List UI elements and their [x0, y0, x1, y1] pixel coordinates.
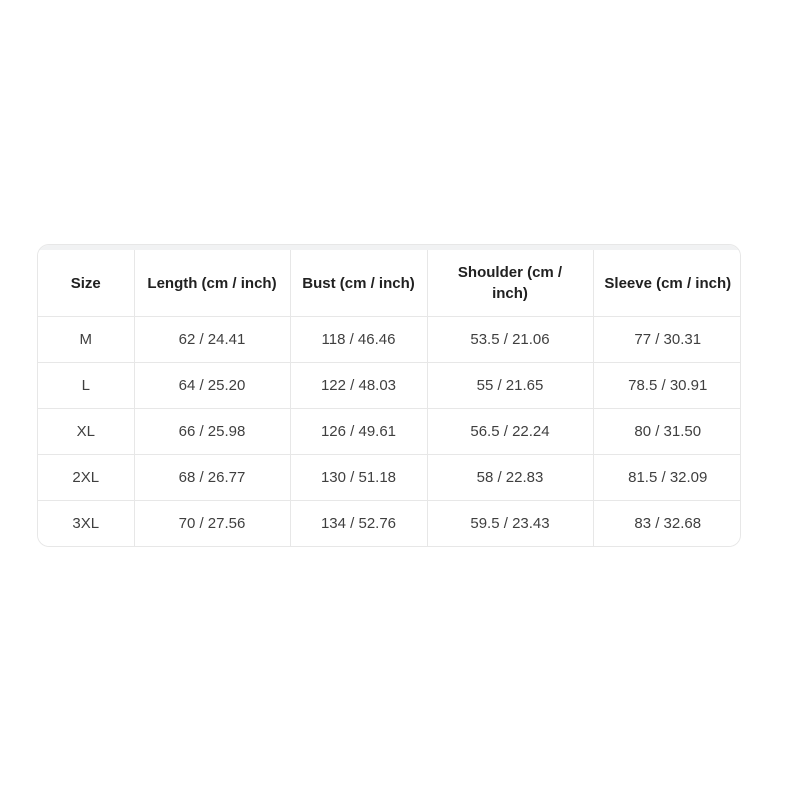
length-cell: 66 / 25.98	[134, 409, 290, 455]
size-chart-table	[38, 250, 741, 546]
bust-cell: 130 / 51.18	[290, 455, 427, 501]
table-row-2xl	[38, 455, 741, 501]
table-row-m	[38, 317, 741, 363]
column-header-length: Length (cm / inch)	[134, 250, 290, 317]
size-cell: XL	[38, 409, 134, 455]
bust-cell: 118 / 46.46	[290, 317, 427, 363]
shoulder-cell: 59.5 / 23.43	[427, 501, 593, 547]
length-cell: 68 / 26.77	[134, 455, 290, 501]
sleeve-cell: 78.5 / 30.91	[593, 363, 741, 409]
bust-cell: 126 / 49.61	[290, 409, 427, 455]
column-header-sleeve: Sleeve (cm / inch)	[593, 250, 741, 317]
bust-cell: 122 / 48.03	[290, 363, 427, 409]
column-header-bust: Bust (cm / inch)	[290, 250, 427, 317]
column-header-size: Size	[38, 250, 134, 317]
size-cell: 3XL	[38, 501, 134, 547]
length-cell: 70 / 27.56	[134, 501, 290, 547]
column-header-shoulder: Shoulder (cm / inch)	[427, 250, 593, 317]
size-cell: 2XL	[38, 455, 134, 501]
sleeve-cell: 77 / 30.31	[593, 317, 741, 363]
shoulder-cell: 56.5 / 22.24	[427, 409, 593, 455]
sleeve-cell: 80 / 31.50	[593, 409, 741, 455]
sleeve-cell: 81.5 / 32.09	[593, 455, 741, 501]
length-cell: 62 / 24.41	[134, 317, 290, 363]
header-row	[38, 250, 741, 317]
shoulder-cell: 53.5 / 21.06	[427, 317, 593, 363]
size-cell: L	[38, 363, 134, 409]
shoulder-cell: 55 / 21.65	[427, 363, 593, 409]
size-cell: M	[38, 317, 134, 363]
sleeve-cell: 83 / 32.68	[593, 501, 741, 547]
shoulder-cell: 58 / 22.83	[427, 455, 593, 501]
length-cell: 64 / 25.20	[134, 363, 290, 409]
table-row-3xl	[38, 501, 741, 547]
table-row-l	[38, 363, 741, 409]
size-chart-container	[37, 244, 741, 547]
bust-cell: 134 / 52.76	[290, 501, 427, 547]
table-row-xl	[38, 409, 741, 455]
